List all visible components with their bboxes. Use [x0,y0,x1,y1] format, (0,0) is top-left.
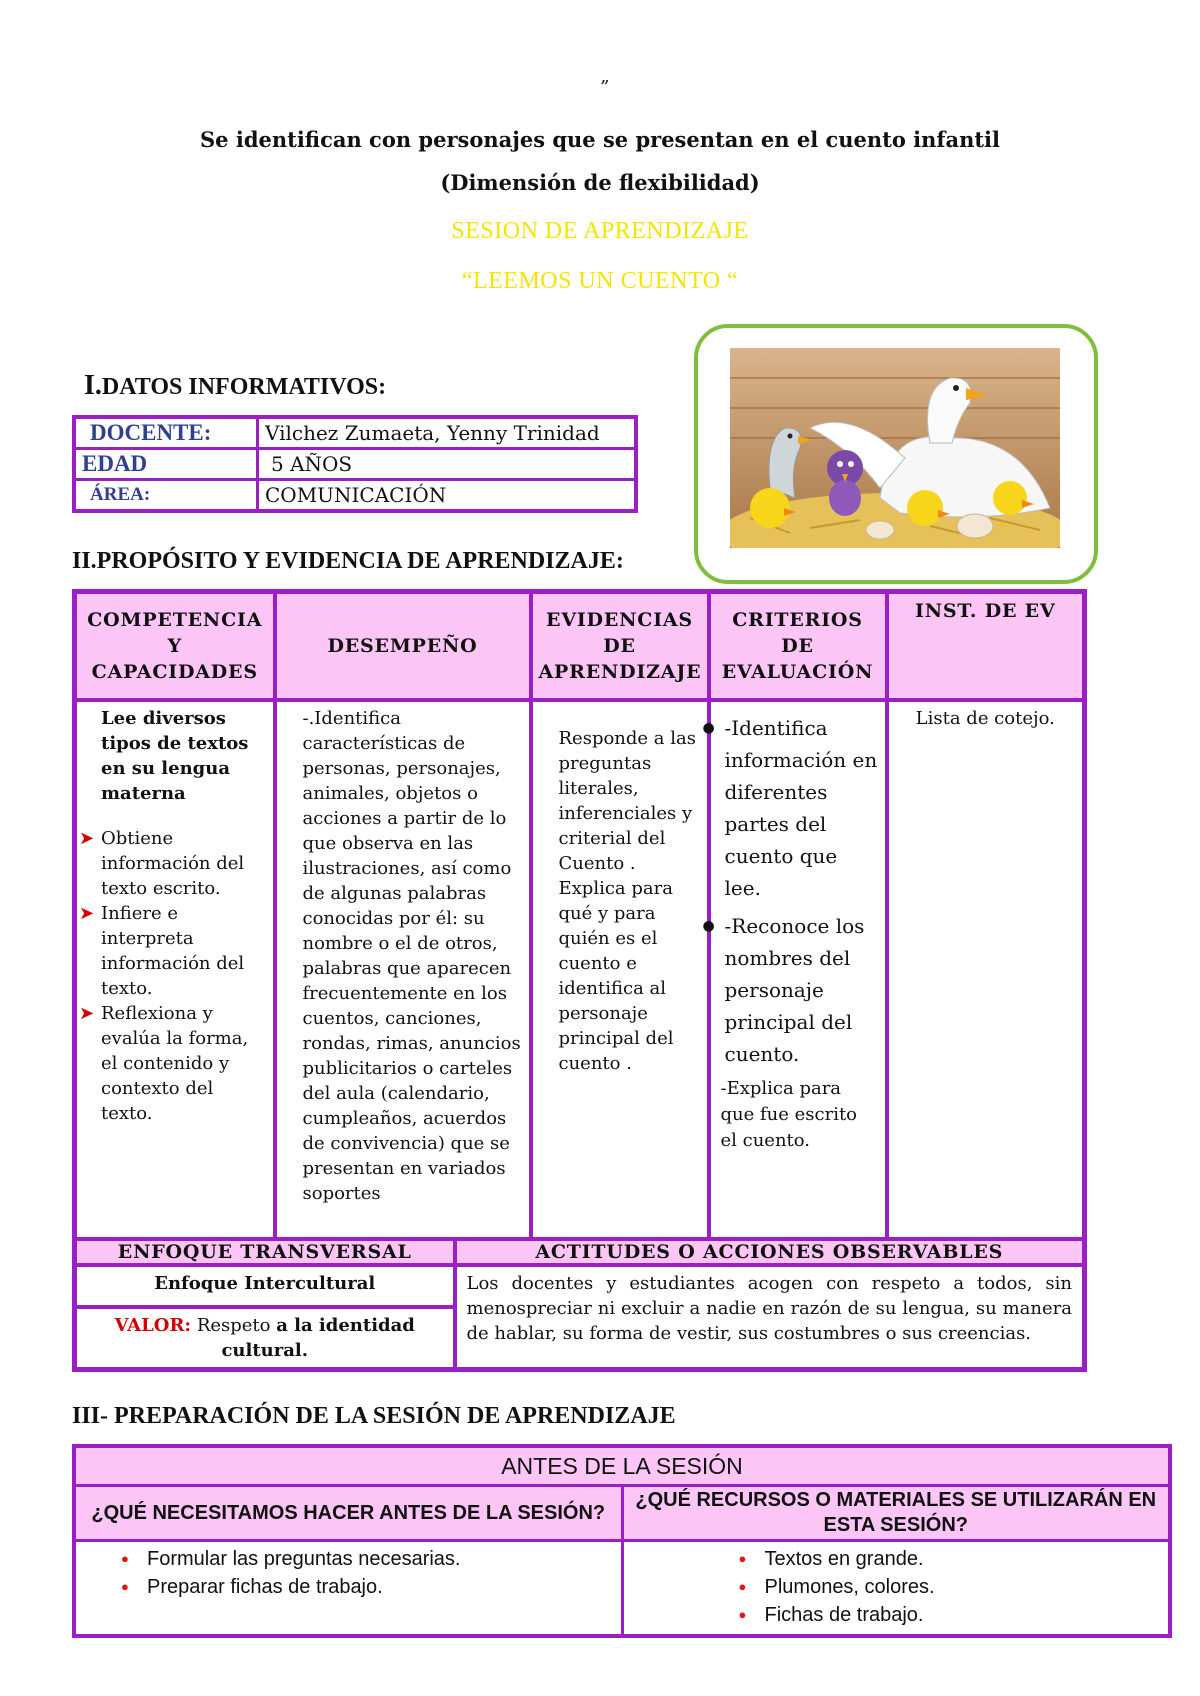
col1-items [74,1541,622,1637]
competencia-cell [75,700,275,1253]
document-subtitle: (Dimensión de flexibilidad) [440,170,760,195]
docente-value: Vilchez Zumaeta, Yenny Trinidad [258,417,637,449]
capacidad-text: Obtiene información del texto escrito. [101,828,245,899]
desempeno-header: DESEMPEÑO [275,592,531,701]
session-label: SESION DE APRENDIZAJE [451,218,749,244]
evidencias-cell: Responde a las preguntas literales, inferenciales y criterial del Cuento . Explica para qué y para quién es el cuento e identifica al personaje principal del cuento . [531,700,709,1253]
story-illustration-frame [694,324,1098,584]
document-title: Se identifican con personajes que se presentan en el cuento infantil [200,127,1000,152]
list-item: ● Preparar fichas de trabajo. [147,1573,620,1601]
col1-list [77,1545,620,1601]
proposito-body-row [75,700,1085,1253]
enfoque-header-row [75,1239,1085,1265]
area-label: ÁREA: [74,480,258,512]
criterio-text: -Identifica información en diferentes partes del cuento que lee. [724,716,878,900]
list-item: ● Fichas de trabajo. [765,1601,1168,1629]
datos-row-area [74,480,636,512]
capacidad-text: Reflexiona y evalúa la forma, el contenido y contexto del texto. [101,1003,249,1124]
datos-row-edad [74,449,636,480]
preparacion-table [72,1444,1172,1638]
capacidad-text: Infiere e interpreta información del texto. [101,903,245,999]
list-item: ● Textos en grande. [765,1545,1168,1573]
col2-list [625,1545,1168,1629]
valor-bold: a la identidad cultural. [221,1315,415,1361]
top-mark: „ [600,66,610,87]
edad-label: EDAD [74,449,258,480]
bullet-icon: ● [702,720,715,736]
proposito-heading: II.PROPÓSITO Y EVIDENCIA DE APRENDIZAJE: [72,548,624,574]
enfoque-value: Enfoque Intercultural [75,1265,455,1307]
criterio-extra: -Explica para que fue escrito el cuento. [720,1078,858,1151]
list-item: ● Plumones, colores. [765,1573,1168,1601]
desempeno-cell: -.Identifica características de personas, personajes, animales, objetos o acciones a partir de lo que observa en las ilustraciones, así como de algunas palabras conocidas por él: su nombre o el de otros, palabras que aparecen frecuentemente en los cuentos, canciones, rondas, rimas, anuncios publicitarios o carteles del aula (calendario, cumpleaños, acuerdos de convivencia) que se presentan en variados soportes [275,700,531,1253]
datos-row-docente [74,417,636,449]
capacidad-item [79,826,267,901]
arrow-icon: ➤ [79,1003,95,1024]
criterio-item [702,910,879,1070]
criterios-header: CRITERIOS DE EVALUACIÓN [709,592,887,701]
enfoque-header: ENFOQUE TRANSVERSAL [75,1239,455,1265]
col2-items [622,1541,1170,1637]
list-item: ● Formular las preguntas necesarias. [147,1545,620,1573]
actitudes-text: Los docentes y estudiantes acogen con respeto a todos, sin menospreciar ni excluir a nadie en razón de su lengua, su manera de hablar, su forma de vestir, sus costumbres o sus creencias. [455,1265,1085,1370]
criterio-item [702,712,879,904]
inst-cell: Lista de cotejo. [887,700,1085,1253]
actitudes-header: ACTITUDES O ACCIONES OBSERVABLES [455,1239,1085,1265]
proposito-header-row [75,592,1085,701]
evidencias-header: EVIDENCIAS DE APRENDIZAJE [531,592,709,701]
antes-row [74,1446,1170,1486]
ducks-illustration [730,348,1060,548]
criterio-text: -Reconoce los nombres del personaje principal del cuento. [724,914,865,1066]
session-title: “LEEMOS UN CUENTO “ [461,268,739,294]
arrow-icon: ➤ [79,828,95,849]
antes-header: ANTES DE LA SESIÓN [74,1446,1170,1486]
col2-header: ¿QUÉ RECURSOS O MATERIALES SE UTILIZARÁN EN ESTA SESIÓN? [622,1486,1170,1541]
criterios-cell [702,700,887,1253]
datos-table [72,415,638,513]
col1-header: ¿QUÉ NECESITAMOS HACER ANTES DE LA SESIÓN? [74,1486,622,1541]
datos-roman: I. [84,370,102,401]
docente-label: DOCENTE: [74,417,258,449]
valor-text: Respeto [196,1315,271,1336]
valor-cell [75,1307,455,1370]
enfoque-row [75,1265,1085,1307]
capacidad-item [79,1001,267,1126]
competencia-title: Lee diversos tipos de textos en su lengua materna [101,708,249,804]
bullet-icon: ● [702,918,715,934]
inst-header: INST. DE EV [887,592,1085,701]
enfoque-table [72,1237,1087,1372]
datos-heading [84,370,386,402]
edad-value: 5 AÑOS [258,449,637,480]
prep-items-row [74,1541,1170,1637]
area-value: COMUNICACIÓN [258,480,637,512]
arrow-icon: ➤ [79,903,95,924]
proposito-table [72,589,1087,1255]
valor-label: VALOR: [114,1315,192,1336]
prep-header-row [74,1486,1170,1541]
capacidad-item [79,901,267,1001]
competencia-header: COMPETENCIA Y CAPACIDADES [75,592,275,701]
preparacion-heading: III- PREPARACIÓN DE LA SESIÓN DE APRENDIZAJE [72,1403,676,1429]
datos-heading-text: DATOS INFORMATIVOS: [101,374,387,400]
